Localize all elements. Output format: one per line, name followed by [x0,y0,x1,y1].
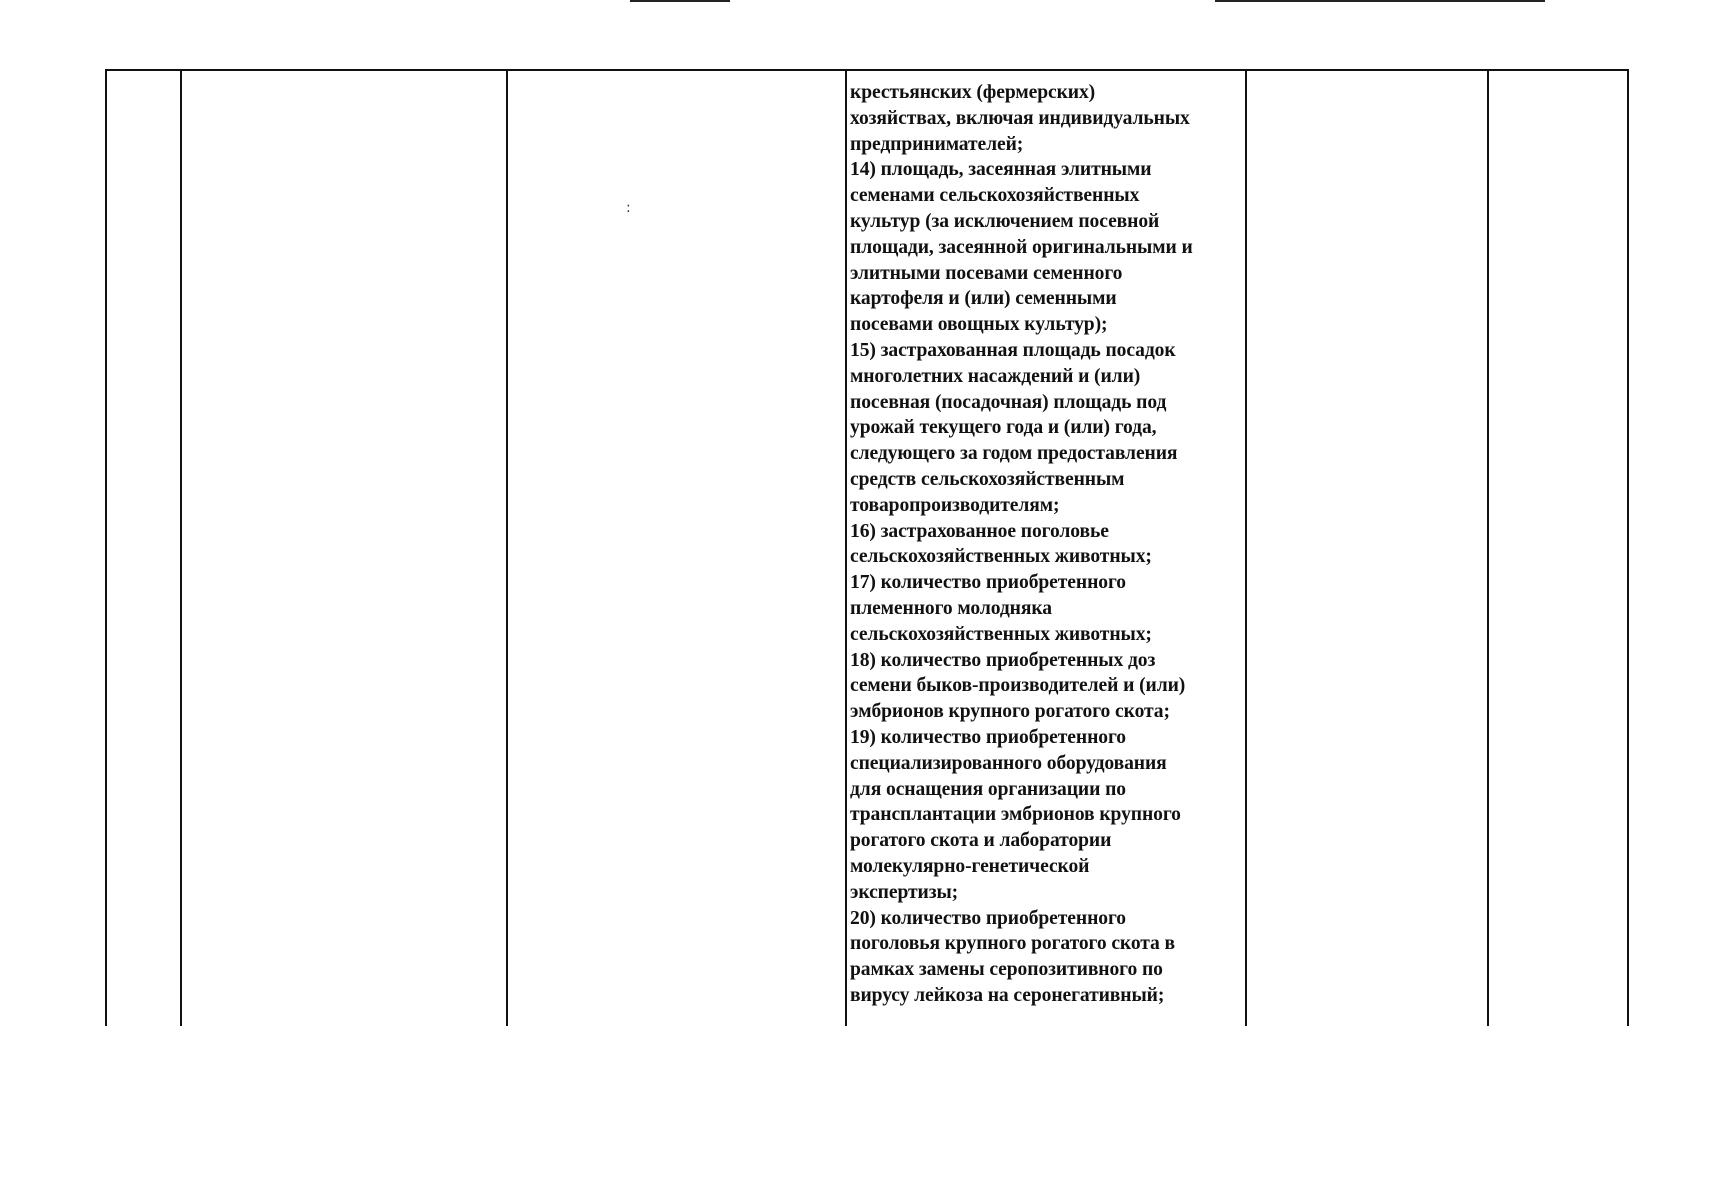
indicator-text-line: культур (за исключением посевной [850,210,1160,232]
indicator-text-line: следующего за годом предоставления [850,443,1178,465]
indicator-text-line: крестьянских (фермерских) [850,82,1096,103]
indicator-text-line: товаропроизводителям; [850,494,1060,516]
table-column-border-7 [1627,69,1629,1026]
table-column-border-6 [1487,69,1489,1026]
indicator-text-line: средств сельскохозяйственным [850,468,1125,490]
indicator-text-line: элитными посевами семенного [850,262,1123,284]
indicator-text-line: семенами сельскохозяйственных [850,185,1140,207]
indicator-text-line: 17) количество приобретенного [850,572,1126,594]
indicator-text-line: 14) площадь, засеянная элитными [850,159,1152,181]
indicator-text-line: семени быков-производителей и (или) [850,675,1186,697]
table-column-border-5 [1245,69,1247,1026]
table-column-border-3 [506,69,508,1026]
indicator-text-line: рамках замены серопозитивного по [850,959,1163,981]
table-column-border-2 [180,69,182,1026]
indicator-text-line: рогатого скота и лаборатории [850,830,1112,852]
indicators-cell-text [850,80,1240,1009]
indicator-text-line: специализированного оборудования [850,752,1167,774]
indicator-text-line: племенного молодняка [850,597,1052,619]
indicator-text-line: многолетних насаждений и (или) [850,365,1141,387]
indicator-text-line: предпринимателей; [850,133,1024,155]
indicator-text-line: 15) застрахованная площадь посадок [850,339,1176,361]
indicator-text-line: 20) количество приобретенного [850,907,1126,929]
indicator-text-line: посевами овощных культур); [850,314,1108,336]
indicator-text-line: молекулярно-генетической [850,855,1090,877]
indicator-text-line: трансплантации эмбрионов крупного [850,804,1181,826]
table-top-border [105,69,1627,71]
indicator-text-line: площади, засеянной оригинальными и [850,236,1193,258]
indicator-text-line: картофеля и (или) семенными [850,288,1117,310]
indicator-text-line: 18) количество приобретенных доз [850,649,1156,671]
indicator-text-line: сельскохозяйственных животных; [850,623,1152,645]
stray-scan-mark: : [626,200,631,216]
table-column-border-4 [845,69,847,1026]
indicator-text-line: урожай текущего года и (или) года, [850,417,1157,439]
table-column-border-1 [105,69,107,1026]
indicator-text-line: посевная (посадочная) площадь под [850,391,1167,413]
indicator-text-line: 16) застрахованное поголовье [850,520,1109,542]
indicator-text-line: для оснащения организации по [850,778,1126,800]
indicator-text-line: вирусу лейкоза на серонегативный; [850,984,1165,1006]
indicator-text-line: поголовья крупного рогатого скота в [850,933,1176,955]
indicator-text-line: хозяйствах, включая индивидуальных [850,107,1190,129]
indicator-text-line: эмбрионов крупного рогатого скота; [850,701,1170,723]
indicator-text-line: экспертизы; [850,881,959,903]
indicator-text-line: сельскохозяйственных животных; [850,546,1152,568]
indicator-text-line: 19) количество приобретенного [850,726,1126,748]
